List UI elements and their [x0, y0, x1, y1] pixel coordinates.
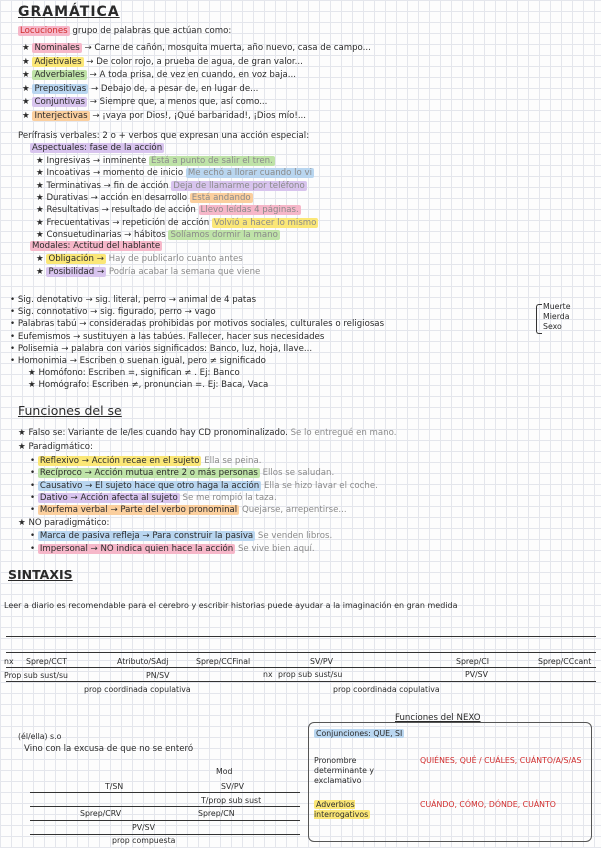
modales-heading: [30, 242, 162, 251]
locuciones-intro: [18, 27, 231, 36]
nexo-conj-text: Conjunciones: QUE, SI: [316, 729, 403, 738]
s2-prop-sub: T/prop sub sust: [201, 796, 262, 805]
semantica-text: Homófono: Escriben =, significan ≠ . Ej: Banco: [38, 368, 240, 379]
funciones-se-title: Funciones del se: [18, 403, 122, 418]
locucion-text: → Carne de cañón, mosquita muerta, año nuevo, casa de campo...: [84, 43, 371, 53]
locucion-item: ★ Nominales → Carne de cañón, mosquita muerta, año nuevo, casa de campo...: [22, 43, 371, 53]
perifrasis-item: ★ Durativas → acción en desarrollo Está andando: [36, 192, 251, 203]
locucion-term: Nominales: [34, 43, 80, 53]
r1-sprep-ccfinal: Sprep/CCFinal: [196, 657, 251, 666]
falso-se-example: Se lo entregué en mano.: [290, 428, 397, 438]
s2-mod: Mod: [216, 767, 233, 776]
se-noparad-type: Marca de pasiva refleja → Para construir la pasiva: [39, 531, 254, 541]
locucion-item: ★ Adverbiales → A toda prisa, de vez en cuando, en voz baja...: [22, 70, 296, 80]
nexo-adv-text: Adverbios interrogativos: [314, 800, 369, 820]
locucion-item: ★ Conjuntivas → Siempre que, a menos que, así como...: [22, 97, 268, 107]
locucion-term: Interjectivas: [34, 110, 88, 121]
s2-sprep-cn: Sprep/CN: [198, 809, 235, 818]
perifrasis-type: Frecuentativas → repetición de acción: [46, 217, 210, 228]
r1-nx-2: nx: [263, 670, 273, 679]
modales-label: Modales: Actitud del hablante: [32, 241, 161, 251]
r3-prop-coord: prop coordinada copulativa: [84, 685, 191, 694]
nexo-title: Funciones del NEXO: [395, 713, 481, 723]
r2-prop-sub: Prop sub sust/su: [4, 671, 68, 680]
perifrasis-type: Durativas → acción en desarrollo: [46, 192, 188, 203]
r1-sprep-ci: Sprep/CI: [456, 657, 490, 666]
perifrasis-example: Llevo leídas 4 páginas.: [200, 205, 299, 216]
falso-se: ★ Falso se: Variante de le/les cuando hay CD pronominalizado. Se lo entregué en mano.: [18, 428, 397, 438]
perifrasis-type: Terminativas → fin de acción: [46, 180, 169, 191]
nexo-pron: Pronombre determinante y exclamativo: [314, 756, 375, 786]
sintaxis-sentence-1: Leer a diario es recomendable para el cerebro y escribir historias puede ayudar a la imaginación en gran medida: [4, 601, 458, 610]
semantica-item: • Sig. denotativo → sig. literal, perro → animal de 4 patas: [10, 295, 257, 305]
aspectuales-label: Aspectuales: fase de la acción: [32, 143, 163, 153]
perifrasis-example: Volvió a hacer lo mismo: [213, 217, 317, 228]
r1-nx: nx: [4, 657, 14, 666]
aspectuales-heading: [30, 144, 164, 153]
semantica-item: • Palabras tabú → consideradas prohibidas por motivos sociales, culturales o religiosas: [10, 319, 385, 330]
locucion-term: Adverbiales: [34, 70, 85, 80]
perifrasis-example: Me echó a llorar cuando lo vi: [187, 168, 312, 179]
r2-pv-sv: PV/SV: [465, 670, 488, 679]
modal-item: ★ Posibilidad → Podría acabar la semana que viene: [36, 267, 261, 277]
tabu-bracket: [536, 304, 542, 334]
perifrasis-example: Deja de llamarme por teléfono: [173, 180, 305, 191]
locucion-text: → Siempre que, a menos que, así como...: [89, 97, 268, 107]
perifrasis-example: Está andando: [191, 192, 251, 203]
modal-type: Posibilidad →: [48, 267, 105, 277]
se-example: Ellos se saludan.: [262, 468, 335, 479]
s2-tsn: T/SN: [105, 782, 124, 791]
perifrasis-example: Solíamos dormir la mano: [170, 229, 278, 240]
r1-sprep-cccant: Sprep/CCcant: [538, 657, 592, 666]
sintaxis-title: SINTAXIS: [8, 567, 73, 582]
modal-example: Podría acabar la semana que viene: [108, 267, 261, 277]
semantica-text: Palabras tabú → consideradas prohibidas por motivos sociales, culturales o religiosas: [17, 319, 385, 330]
se-type: Dativo → Acción afecta al sujeto: [39, 492, 178, 503]
semantica-text: Homonimia → Escriben o suenan igual, pero ≠ significado: [17, 356, 266, 366]
perifrasis-type: Resultativas → resultado de acción: [46, 205, 196, 216]
sentence-2: Vino con la excusa de que no se enteró: [24, 744, 194, 754]
falso-se-text: Falso se: Variante de le/les cuando hay CD pronominalizado.: [28, 428, 288, 438]
se-noparad-item: • Marca de pasiva refleja → Para construir la pasiva Se venden libros.: [30, 531, 333, 541]
se-type: Morfema verbal → Parte del verbo pronominal: [39, 505, 238, 516]
semantica-item: • Homonimia → Escriben o suenan igual, pero ≠ significado: [10, 356, 266, 366]
semantica-item: ★ Homógrafo: Escriben ≠, pronuncian =. Ej: Baca, Vaca: [28, 380, 269, 391]
se-type: Causativo → El sujeto hace que otro haga la acción: [39, 480, 260, 491]
semantica-text: Eufemismos → sustituyen a las tabúes. Fallecer, hacer sus necesidades: [17, 331, 325, 342]
semantica-text: Polisemia → palabra con varios significados: Banco, luz, hoja, llave...: [17, 343, 313, 354]
perifrasis-example: Está a punto de salir el tren.: [151, 156, 273, 166]
semantica-item: • Polisemia → palabra con varios significados: Banco, luz, hoja, llave...: [10, 343, 313, 354]
se-item: • Causativo → El sujeto hace que otro haga la acción Ella se hizo lavar el coche.: [30, 480, 378, 491]
r2-prop-sub-2: prop sub sust/su: [278, 670, 343, 679]
nexo-adv-values: CUÁNDO, CÓMO, DÓNDE, CUÁNTO: [420, 800, 556, 809]
locucion-text: → De color rojo, a prueba de agua, de gran valor...: [86, 56, 303, 67]
semantica-item: ★ Homófono: Escriben =, significan ≠ . Ej: Banco: [28, 368, 240, 379]
r1-sprep-cct: Sprep/CCT: [26, 657, 67, 666]
semantica-text: Sig. denotativo → sig. literal, perro → animal de 4 patas: [17, 295, 257, 305]
modal-example: Hay de publicarlo cuanto antes: [108, 254, 243, 264]
perifrasis-type: Consuetudinarias → hábitos: [46, 229, 166, 240]
se-noparad-example: Se venden libros.: [257, 531, 333, 541]
tabu-aside-2: Mierda: [543, 312, 570, 321]
page-title: GRAMÁTICA: [18, 4, 120, 20]
noparadigmatico-heading: ★ NO paradigmático:: [18, 518, 110, 528]
semantica-item: • Eufemismos → sustituyen a las tabúes. Fallecer, hacer sus necesidades: [10, 331, 325, 342]
locucion-text: → ¡vaya por Dios!, ¡Qué barbaridad!, ¡Dios mío!...: [92, 110, 307, 121]
perifrasis-type: Ingresivas → inminente: [46, 156, 147, 166]
nexo-pron-values: QUIÉNES, QUÉ / CUÁLES, CUÁNTO/A/S/AS: [420, 756, 582, 765]
perifrasis-item: ★ Incoativas → momento de inicio Me echó a llorar cuando lo vi: [36, 168, 312, 179]
perifrasis-item: ★ Terminativas → fin de acción Deja de llamarme por teléfono: [36, 180, 305, 191]
s2-sprep-crv: Sprep/CRV: [80, 809, 122, 818]
locucion-term: Adjetivales: [34, 56, 82, 67]
se-example: Quejarse, arrepentirse...: [241, 505, 347, 516]
se-example: Ella se hizo lavar el coche.: [263, 480, 378, 491]
semantica-text: Homógrafo: Escriben ≠, pronuncian =. Ej: Baca, Vaca: [38, 380, 269, 391]
tabu-aside-3: Sexo: [543, 322, 562, 331]
locuciones-term: Locuciones: [20, 26, 68, 36]
locucion-term: Prepositivas: [34, 83, 87, 94]
s2-pv-sv: PV/SV: [132, 823, 155, 832]
sentence-2-subject: (él/ella) s.o: [18, 732, 62, 741]
s2-sv: SV/PV: [221, 782, 244, 791]
perifrasis-item: ★ Frecuentativas → repetición de acción Volvió a hacer lo mismo: [36, 217, 317, 228]
se-type: Reflexivo → Acción recae en el sujeto: [39, 456, 200, 466]
locucion-text: → A toda prisa, de vez en cuando, en voz baja...: [89, 70, 296, 80]
r1-atributo: Atributo/SAdj: [117, 657, 169, 666]
perifrasis-item: ★ Consuetudinarias → hábitos Solíamos dormir la mano: [36, 229, 278, 240]
modal-item: ★ Obligación → Hay de publicarlo cuanto antes: [36, 254, 243, 264]
nexo-conj: [314, 730, 404, 738]
locucion-item: ★ Prepositivas → Debajo de, a pesar de, en lugar de...: [22, 83, 259, 94]
r3-prop-coord-2: prop coordinada copulativa: [333, 685, 440, 694]
perifrasis-item: ★ Ingresivas → inminente Está a punto de salir el tren.: [36, 156, 273, 166]
semantica-text: Sig. connotativo → sig. figurado, perro → vago: [17, 307, 216, 318]
perifrasis-type: Incoativas → momento de inicio: [46, 168, 184, 179]
perifrasis-title: Perífrasis verbales: 2 o + verbos que expresan una acción especial:: [18, 131, 310, 141]
s2-prop-compuesta: prop compuesta: [112, 836, 176, 845]
locucion-text: → Debajo de, a pesar de, en lugar de...: [91, 83, 259, 94]
r2-pn-sv: PN/SV: [146, 671, 170, 680]
noparadigmatico-label: NO paradigmático:: [28, 518, 110, 528]
paradigmatico-label: Paradigmático:: [28, 442, 93, 452]
se-noparad-item: • Impersonal → NO indica quien hace la acción Se vive bien aquí.: [30, 543, 315, 554]
r1-sv-pv: SV/PV: [310, 657, 333, 666]
se-noparad-example: Se vive bien aquí.: [237, 543, 315, 554]
nexo-adv: [314, 800, 404, 820]
paradigmatico-heading: ★ Paradigmático:: [18, 442, 93, 452]
locuciones-def: grupo de palabras que actúan como:: [72, 26, 232, 36]
se-item: • Dativo → Acción afecta al sujeto Se me rompió la taza.: [30, 492, 277, 503]
perifrasis-item: ★ Resultativas → resultado de acción Llevo leídas 4 páginas.: [36, 205, 299, 216]
modal-type: Obligación →: [48, 254, 104, 264]
se-item: • Reflexivo → Acción recae en el sujeto Ella se peina.: [30, 456, 262, 466]
semantica-item: • Sig. connotativo → sig. figurado, perro → vago: [10, 307, 216, 318]
tabu-aside-1: Muerte: [543, 302, 571, 311]
se-noparad-type: Impersonal → NO indica quien hace la acción: [39, 543, 234, 554]
se-item: • Morfema verbal → Parte del verbo pronominal Quejarse, arrepentirse...: [30, 505, 347, 516]
se-example: Ella se peina.: [204, 456, 262, 466]
se-type: Recíproco → Acción mutua entre 2 o más personas: [39, 468, 258, 479]
locucion-item: ★ Adjetivales → De color rojo, a prueba de agua, de gran valor...: [22, 56, 303, 67]
se-example: Se me rompió la taza.: [182, 492, 277, 503]
locucion-item: ★ Interjectivas → ¡vaya por Dios!, ¡Qué barbaridad!, ¡Dios mío!...: [22, 110, 307, 121]
locucion-term: Conjuntivas: [34, 97, 86, 107]
se-item: • Recíproco → Acción mutua entre 2 o más personas Ellos se saludan.: [30, 468, 335, 479]
